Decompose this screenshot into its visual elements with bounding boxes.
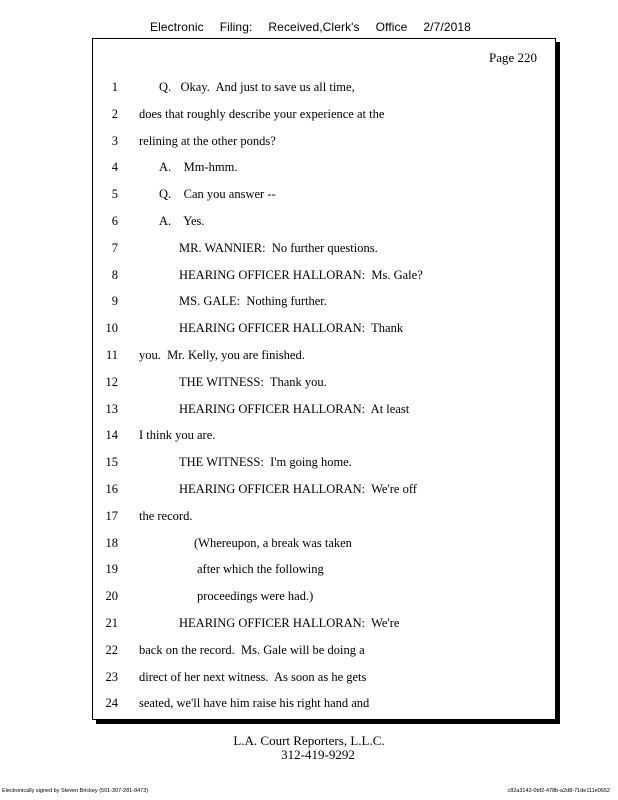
transcript-line [93,561,555,588]
electronic-signature: Electronically signed by Steven Brickey (501-307-281-8473) [2,788,149,794]
document-hash: c82a3143-0bf2-478b-a2d8-71de111e0652 [507,788,610,794]
line-number: 11 [105,348,118,362]
stamp-word-office: Office [375,20,408,34]
transcript-line [93,106,555,133]
stamp-word-received: Received,Clerk's [268,20,360,34]
line-text: (Whereupon, a break was taken [194,535,352,550]
line-text: HEARING OFFICER HALLORAN: Ms. Gale? [179,267,423,282]
line-number: 5 [111,187,118,202]
line-number: 8 [111,267,118,282]
transcript-line [93,159,555,186]
line-text: MS. GALE: Nothing further. [179,294,327,309]
stamp-word-filing: Filing: [219,20,253,34]
transcript-line [93,267,555,294]
transcript-line [93,374,555,401]
transcript-line [93,240,555,267]
transcript-line [93,293,555,320]
transcript-line [93,186,555,213]
line-number: 13 [105,401,118,416]
line-number: 4 [111,160,118,175]
line-number: 18 [105,535,118,550]
line-text: Q. Okay. And just to save us all time, [159,80,355,94]
line-text: direct of her next witness. As soon as he gets [139,669,367,684]
line-number: 7 [111,240,118,255]
transcript-line [93,615,555,642]
line-number: 1 [111,80,118,94]
transcript-line [93,481,555,508]
line-number: 15 [105,455,118,470]
line-text: HEARING OFFICER HALLORAN: We're [179,616,400,630]
line-text: A. Yes. [159,214,205,228]
line-text: the record. [139,508,193,523]
line-number: 9 [111,294,118,309]
line-text: HEARING OFFICER HALLORAN: Thank [179,321,404,336]
line-text: seated, we'll have him raise his right hand and [139,696,370,711]
transcript-line [93,347,555,374]
line-number: 19 [105,562,118,577]
transcript-line [93,79,555,106]
transcript-line [93,133,555,160]
line-text: proceedings were had.) [197,589,314,604]
page-number: Page 220 [488,50,537,65]
line-text: I think you are. [139,428,216,443]
line-number: 2 [111,106,118,121]
transcript-line [93,642,555,669]
transcript-line [93,401,555,428]
line-number: 14 [105,428,118,443]
line-number: 23 [105,669,118,684]
transcript-line [93,427,555,454]
transcript-line [93,508,555,535]
line-number: 12 [105,374,118,389]
line-text: back on the record. Ms. Gale will be doing a [139,642,365,657]
line-text: HEARING OFFICER HALLORAN: We're off [179,482,417,496]
line-text: you. Mr. Kelly, you are finished. [139,348,305,362]
transcript-line [93,695,555,722]
stamp-date: 2/7/2018 [423,20,471,34]
page-footer [0,734,618,762]
line-number: 20 [105,589,118,604]
line-text: A. Mm-hmm. [159,160,238,175]
stamp-word-electronic: Electronic [150,20,204,34]
transcript-line [93,669,555,696]
transcript-line [93,588,555,615]
line-number: 10 [105,321,118,336]
line-number: 21 [105,616,118,630]
transcript-line [93,535,555,562]
transcript-page [92,38,556,720]
line-number: 6 [111,214,118,228]
line-number: 24 [105,696,118,711]
court-reporter-name: L.A. Court Reporters, L.L.C. [233,733,385,748]
line-text: relining at the other ponds? [139,133,276,148]
line-number: 17 [105,508,118,523]
line-number: 3 [111,133,118,148]
line-number: 22 [105,642,118,657]
line-text: MR. WANNIER: No further questions. [179,240,378,255]
line-text: THE WITNESS: Thank you. [179,374,327,389]
line-text: THE WITNESS: I'm going home. [179,455,352,470]
line-text: Q. Can you answer -- [159,187,276,202]
line-number: 16 [105,482,118,496]
line-text: after which the following [197,562,324,577]
transcript-line [93,320,555,347]
transcript-line [93,454,555,481]
court-reporter-phone: 312-419-9292 [281,747,355,762]
line-text: HEARING OFFICER HALLORAN: At least [179,401,410,416]
transcript-line [93,213,555,240]
filing-stamp [150,20,487,34]
line-text: does that roughly describe your experience at the [139,106,385,121]
